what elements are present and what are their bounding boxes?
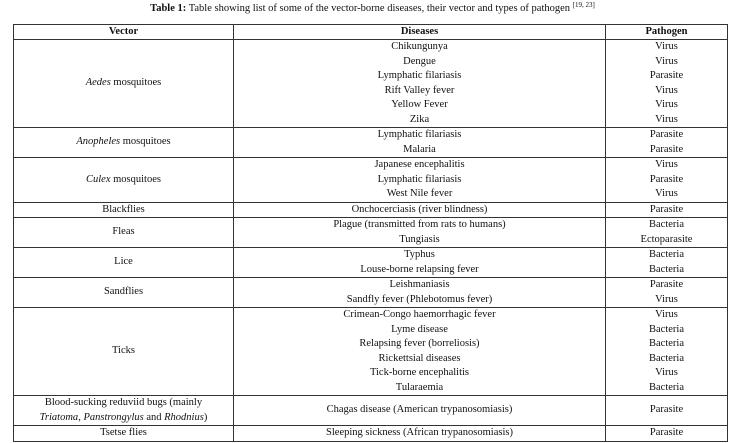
genus-name: Anopheles <box>76 136 121 148</box>
diseases-cell <box>234 308 606 396</box>
genus-name: Aedes <box>85 77 111 89</box>
pathogen-type: Parasite <box>649 427 684 438</box>
diseases-cell <box>234 202 606 218</box>
vector-name: mosquitoes <box>120 136 171 148</box>
disease-name: West Nile fever <box>386 188 453 199</box>
table-row <box>14 158 728 203</box>
disease-name: Tularaemia <box>395 381 444 393</box>
pathogen-type: Bacteria <box>649 381 684 393</box>
disease-name: Relapsing fever (borreliosis) <box>359 338 480 349</box>
table-row <box>14 396 728 426</box>
pathogen-type: Parasite <box>649 129 684 140</box>
table-row <box>14 426 728 442</box>
column-header-vector: Vector <box>14 25 234 40</box>
pathogen-type: Bacteria <box>649 219 684 230</box>
disease-name: Onchocerciasis (river blindness) <box>351 203 488 215</box>
pathogen-type: Virus <box>655 99 678 110</box>
vector-line <box>16 411 231 426</box>
pathogen-type: Bacteria <box>649 263 684 275</box>
pathogen-type: Virus <box>655 367 678 378</box>
pathogen-cell <box>606 396 728 426</box>
column-header-pathogen: Pathogen <box>606 25 728 40</box>
genus-name: Rhodnius <box>164 411 204 423</box>
pathogen-type: Virus <box>655 309 678 320</box>
table-row <box>14 308 728 396</box>
pathogen-type: Bacteria <box>649 338 684 349</box>
table-header-row <box>14 25 728 40</box>
pathogen-cell <box>606 202 728 218</box>
pathogen-type: Bacteria <box>649 352 684 364</box>
vector-name: Lice <box>114 256 133 268</box>
pathogen-type: Parasite <box>649 70 684 81</box>
vector-text: ) <box>203 411 208 423</box>
disease-name: Typhus <box>404 249 435 260</box>
disease-name: Dengue <box>403 55 436 67</box>
disease-name: Lymphatic filariasis <box>377 129 462 140</box>
genus-name: Culex <box>86 173 111 185</box>
pathogen-cell <box>606 40 728 128</box>
vector-cell <box>14 308 234 396</box>
pathogen-type: Bacteria <box>649 249 684 260</box>
disease-name: Rift Valley fever <box>384 84 455 96</box>
vector-name: Tsetse flies <box>100 427 147 438</box>
diseases-cell <box>234 158 606 203</box>
genus-name: Triatoma <box>39 411 79 423</box>
vector-cell <box>14 128 234 158</box>
table-row <box>14 248 728 278</box>
disease-name: Malaria <box>403 143 436 155</box>
disease-name: Leishmaniasis <box>389 279 450 290</box>
table-caption-text: Table showing list of some of the vector-borne diseases, their vector and types of pathogen <box>186 3 571 14</box>
diseases-cell <box>234 128 606 158</box>
pathogen-cell <box>606 248 728 278</box>
vector-name: Ticks <box>112 345 135 357</box>
pathogen-cell <box>606 426 728 442</box>
vector-name: mosquitoes <box>110 173 161 185</box>
table-caption-label: Table 1: <box>150 3 187 14</box>
table-caption-refs: [19, 23] <box>572 1 595 9</box>
disease-name: Tungiasis <box>399 233 440 245</box>
pathogen-type: Virus <box>655 84 678 96</box>
pathogen-type: Virus <box>655 159 678 170</box>
vector-cell <box>14 426 234 442</box>
vector-cell <box>14 40 234 128</box>
disease-name: Sandfly fever (Phlebotomus fever) <box>346 293 493 305</box>
vector-name: Fleas <box>112 226 135 238</box>
vector-cell <box>14 396 234 426</box>
pathogen-type: Virus <box>655 41 678 52</box>
vector-name: Blackflies <box>102 203 145 215</box>
vector-name: Sandflies <box>103 286 144 298</box>
vector-text: , <box>78 411 84 423</box>
table-body <box>14 40 728 442</box>
disease-name: Rickettsial diseases <box>378 352 461 364</box>
disease-name: Japanese encephalitis <box>374 159 465 170</box>
column-header-diseases: Diseases <box>234 25 606 40</box>
diseases-cell <box>234 248 606 278</box>
genus-name: Panstrongylus <box>83 411 144 423</box>
pathogen-type: Parasite <box>649 279 684 290</box>
table-row <box>14 40 728 128</box>
diseases-cell <box>234 426 606 442</box>
disease-name: Chikungunya <box>391 41 448 52</box>
vector-line: Blood-sucking reduviid bugs (mainly <box>44 397 203 408</box>
disease-name: Yellow Fever <box>391 99 448 110</box>
pathogen-cell <box>606 308 728 396</box>
table-row <box>14 218 728 248</box>
vector-cell <box>14 248 234 278</box>
pathogen-type: Virus <box>655 293 678 305</box>
pathogen-type: Parasite <box>649 143 684 155</box>
disease-name: Tick-borne encephalitis <box>369 367 470 378</box>
pathogen-type: Virus <box>655 188 678 199</box>
pathogen-cell <box>606 158 728 203</box>
pathogen-cell <box>606 128 728 158</box>
vector-text: and <box>143 411 165 423</box>
vector-cell <box>14 218 234 248</box>
diseases-cell <box>234 218 606 248</box>
pathogen-type: Parasite <box>649 404 684 416</box>
vector-cell <box>14 202 234 218</box>
pathogen-type: Ectoparasite <box>640 233 693 245</box>
disease-name: Chagas disease (American trypanosomiasis) <box>326 404 513 416</box>
pathogen-cell <box>606 218 728 248</box>
vector-cell <box>14 158 234 203</box>
pathogen-type: Parasite <box>649 173 684 185</box>
disease-name: Plague (transmitted from rats to humans) <box>333 219 506 230</box>
pathogen-cell <box>606 278 728 308</box>
disease-name: Lymphatic filariasis <box>377 70 462 81</box>
pathogen-type: Virus <box>655 55 678 67</box>
diseases-cell <box>234 40 606 128</box>
disease-name: Crimean-Congo haemorrhagic fever <box>343 309 496 320</box>
table-caption <box>0 2 745 16</box>
table-row <box>14 128 728 158</box>
pathogen-type: Parasite <box>649 203 684 215</box>
pathogen-type: Virus <box>655 113 678 125</box>
disease-name: Louse-borne relapsing fever <box>360 263 479 275</box>
disease-name: Sleeping sickness (African trypanosomiasis) <box>326 427 513 438</box>
table-row <box>14 278 728 308</box>
table-row <box>14 202 728 218</box>
disease-name: Lyme disease <box>391 323 448 335</box>
vector-disease-table <box>13 24 728 442</box>
diseases-cell <box>234 278 606 308</box>
diseases-cell <box>234 396 606 426</box>
pathogen-type: Bacteria <box>649 323 684 335</box>
vector-cell <box>14 278 234 308</box>
disease-name: Zika <box>409 113 430 125</box>
disease-name: Lymphatic filariasis <box>377 173 462 185</box>
vector-name: mosquitoes <box>110 77 162 89</box>
